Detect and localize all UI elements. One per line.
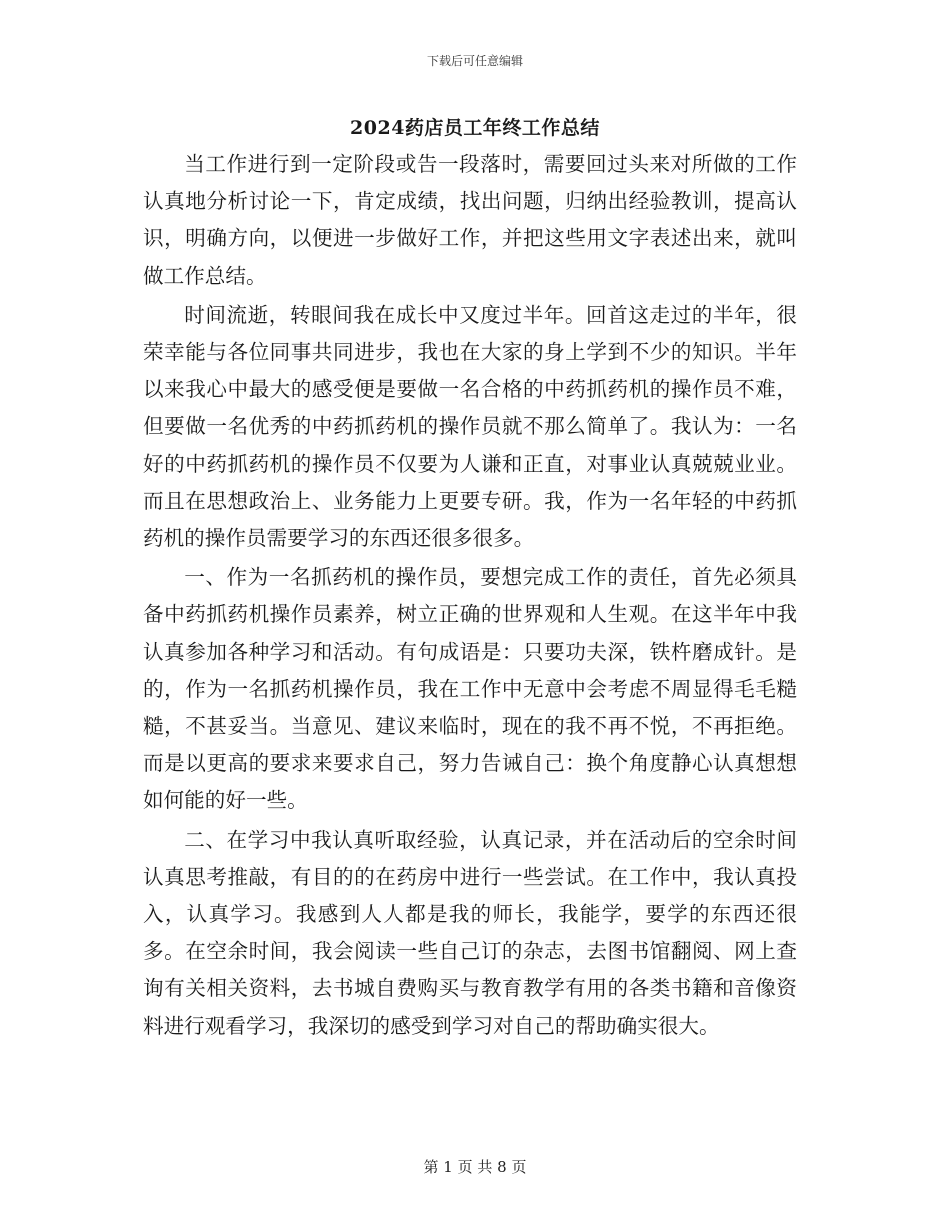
paragraph-intro: 当工作进行到一定阶段或告一段落时，需要回过头来对所做的工作认真地分析讨论一下，肯定成绩，找出问题，归纳出经验教训，提高认识，明确方向，以便进一步做好工作，并把这些用文字表述出来，就叫做工作总结。 xyxy=(143,152,797,288)
page-header-note: 下载后可任意编辑 xyxy=(426,54,523,68)
paragraph-reflection: 时间流逝，转眼间我在成长中又度过半年。回首这走过的半年，很荣幸能与各位同事共同进步，我也在大家的身上学到不少的知识。半年以来我心中最大的感受便是要做一名合格的中药抓药机的操作员不难，但要做一名优秀的中药抓药机的操作员就不那么简单了。我认为：一名好的中药抓药机的操作员不仅要为人谦和正直，对事业认真兢兢业业。而且在思想政治上、业务能力上更要专研。我，作为一名年轻的中药抓药机的操作员需要学习的东西还很多很多。 xyxy=(143,302,797,551)
paragraph-section-two: 二、在学习中我认真听取经验，认真记录，并在活动后的空余时间认真思考推敲，有目的的在药房中进行一些尝试。在工作中，我认真投入，认真学习。我感到人人都是我的师长，我能学，要学的东西还很多。在空余时间，我会阅读一些自己订的杂志，去图书馆翻阅、网上查询有关相关资料，去书城自费购买与教育教学有用的各类书籍和音像资料进行观看学习，我深切的感受到学习对自己的帮助确实很大。 xyxy=(143,827,797,1038)
page-number: 第 1 页 共 8 页 xyxy=(423,1158,527,1176)
document-title: 2024药店员工年终工作总结 xyxy=(350,117,600,139)
document-body xyxy=(143,146,797,1045)
paragraph-section-one: 一、作为一名抓药机的操作员，要想完成工作的责任，首先必须具备中药抓药机操作员素养，树立正确的世界观和人生观。在这半年中我认真参加各种学习和活动。有句成语是：只要功夫深，铁杵磨成针。是的，作为一名抓药机操作员，我在工作中无意中会考虑不周显得毛毛糙糙，不甚妥当。当意见、建议来临时，现在的我不再不悦，不再拒绝。而是以更高的要求来要求自己，努力告诫自己：换个角度静心认真想想如何能的好一些。 xyxy=(143,565,797,813)
